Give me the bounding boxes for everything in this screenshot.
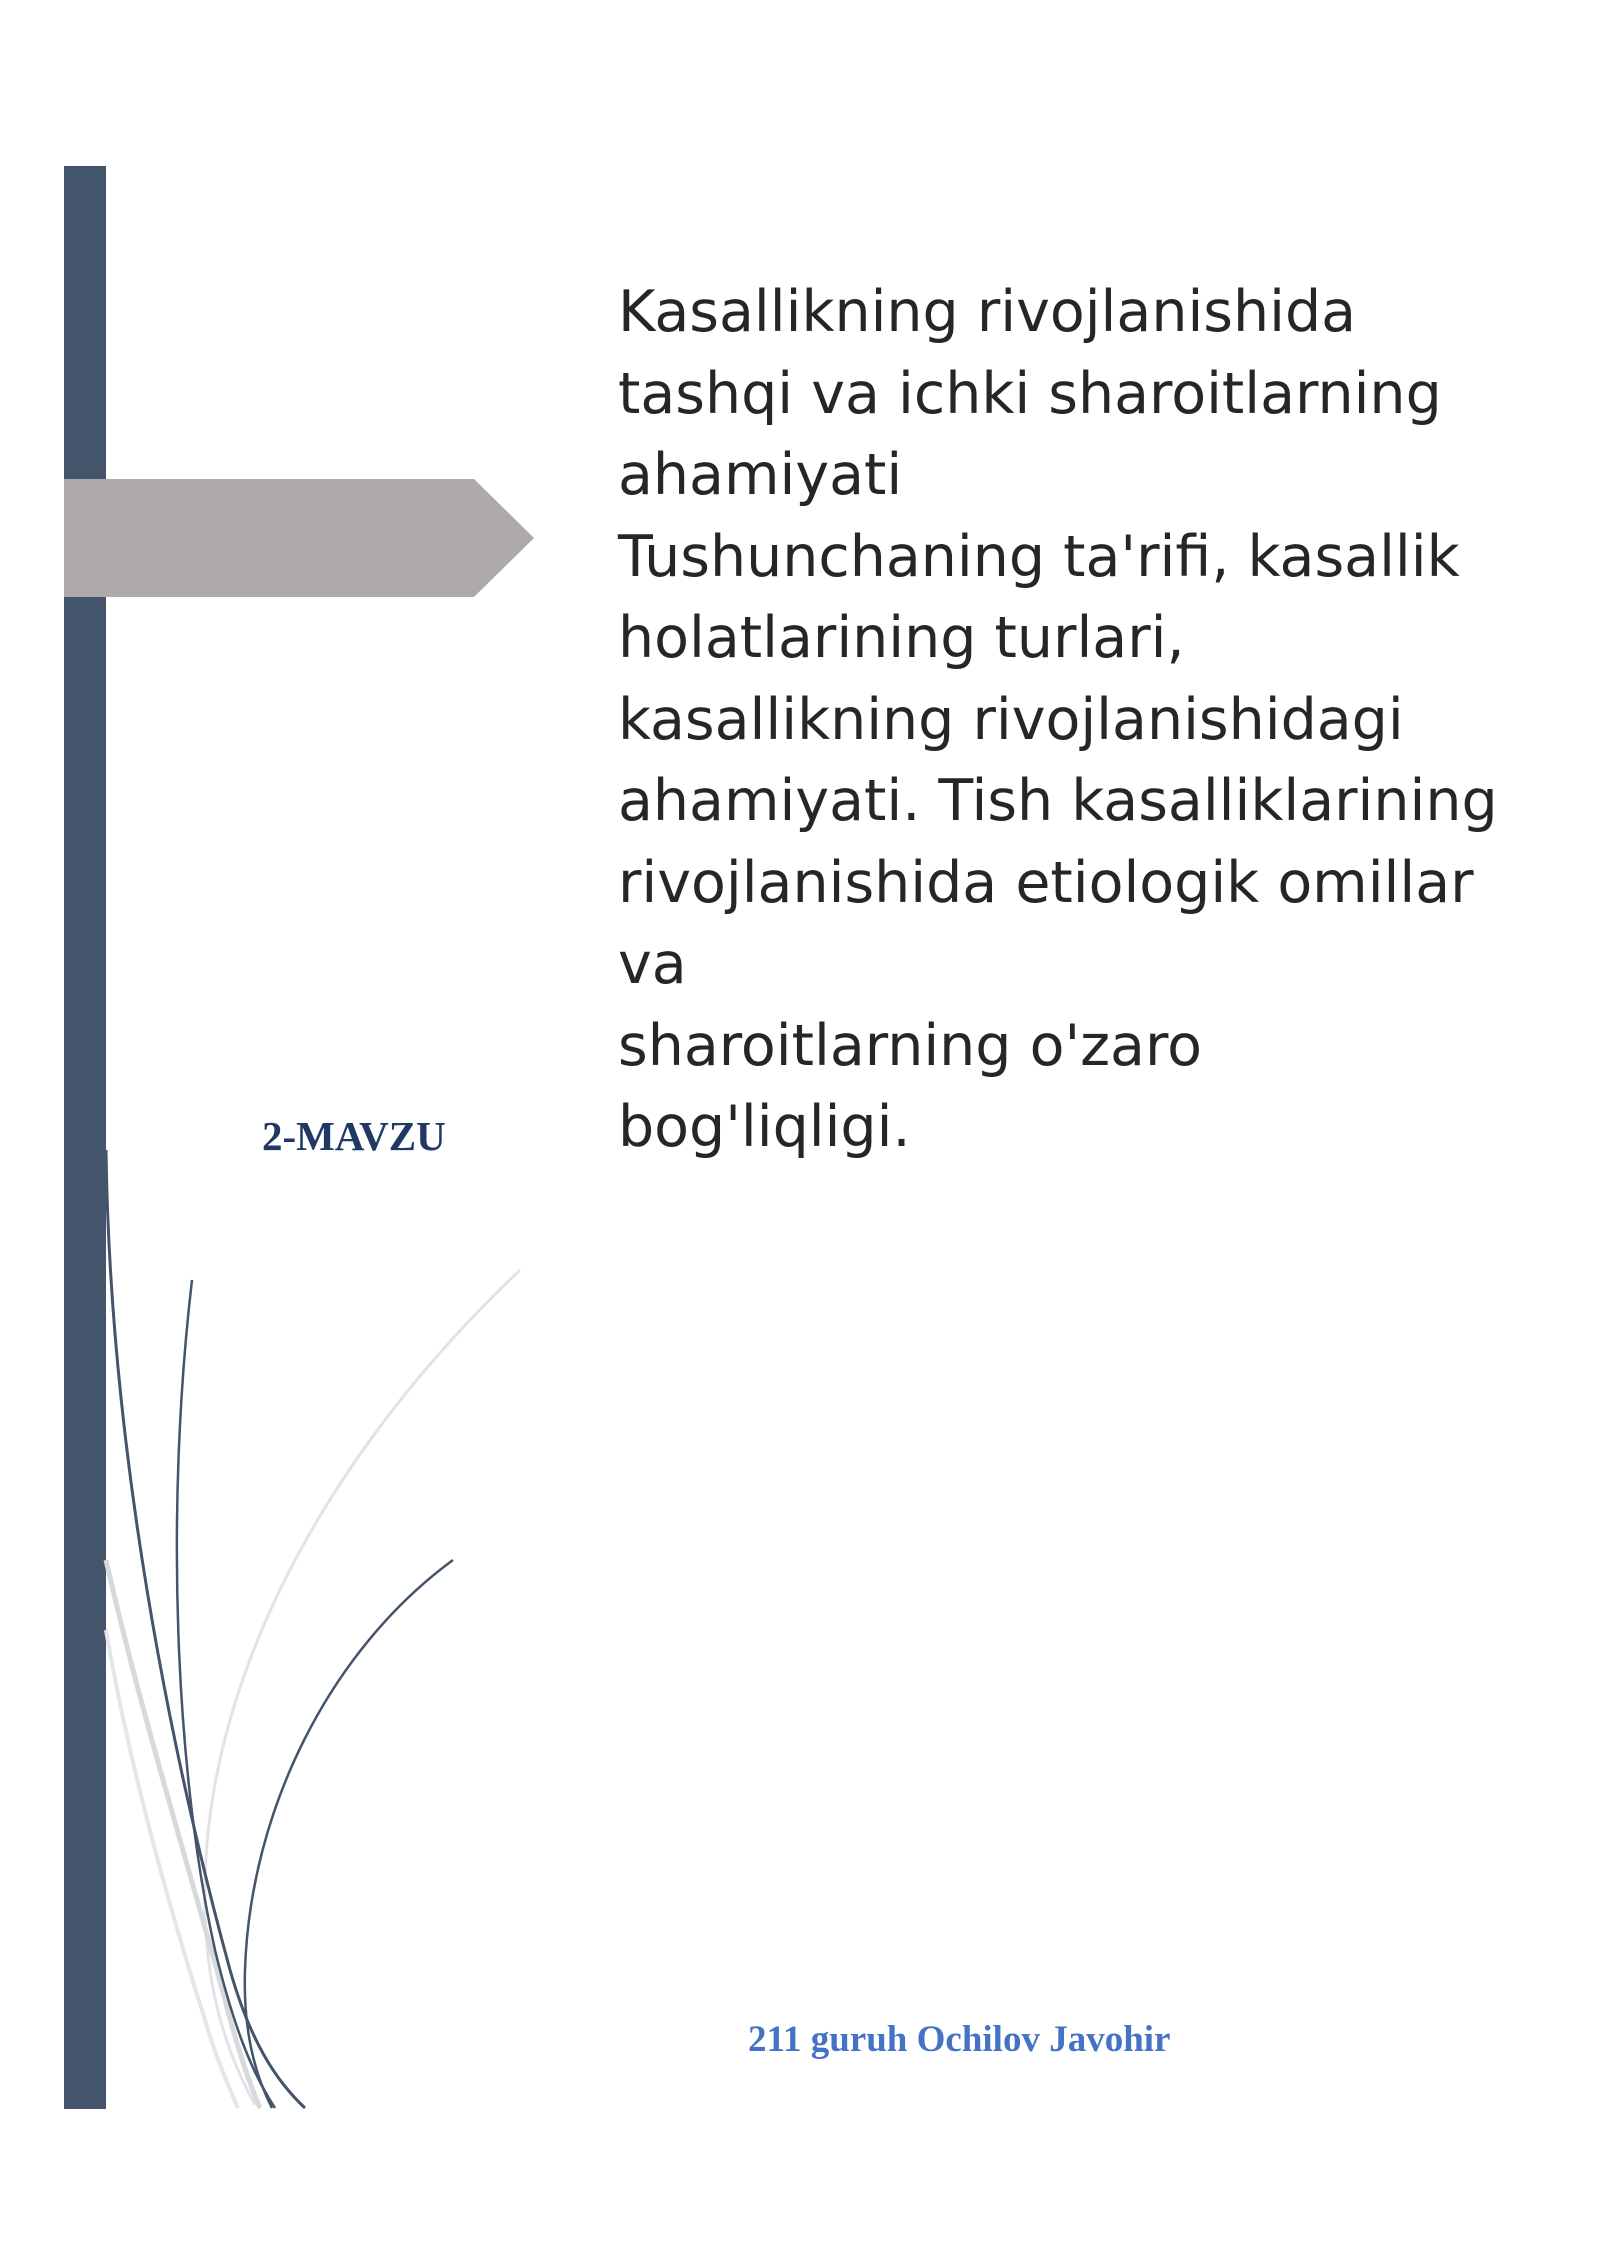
title-line: tashqi va ichki sharoitlarning bbox=[618, 360, 1442, 427]
document-title bbox=[618, 272, 1558, 1169]
title-line: Tushunchaning ta'rifi, kasallik bbox=[618, 523, 1460, 590]
title-line: holatlarining turlari, bbox=[618, 605, 1185, 671]
decorative-curves bbox=[0, 1150, 560, 2110]
title-line: rivojlanishida etiologik omillar bbox=[618, 849, 1474, 916]
title-line: ahamiyati. Tish kasalliklarining bbox=[618, 768, 1498, 834]
topic-label: 2-MAVZU bbox=[262, 1113, 446, 1159]
author-name: 211 guruh Ochilov Javohir bbox=[748, 2019, 1171, 2060]
title-line: kasallikning rivojlanishidagi bbox=[618, 686, 1404, 753]
arrow-tab-shape bbox=[64, 479, 534, 597]
title-line: bog'liqligi. bbox=[618, 1094, 911, 1160]
title-line: sharoitlarning o'zaro bbox=[618, 1012, 1203, 1079]
title-line: ahamiyati bbox=[618, 442, 903, 508]
title-line: va bbox=[618, 931, 687, 997]
title-line: Kasallikning rivojlanishida bbox=[618, 279, 1357, 345]
